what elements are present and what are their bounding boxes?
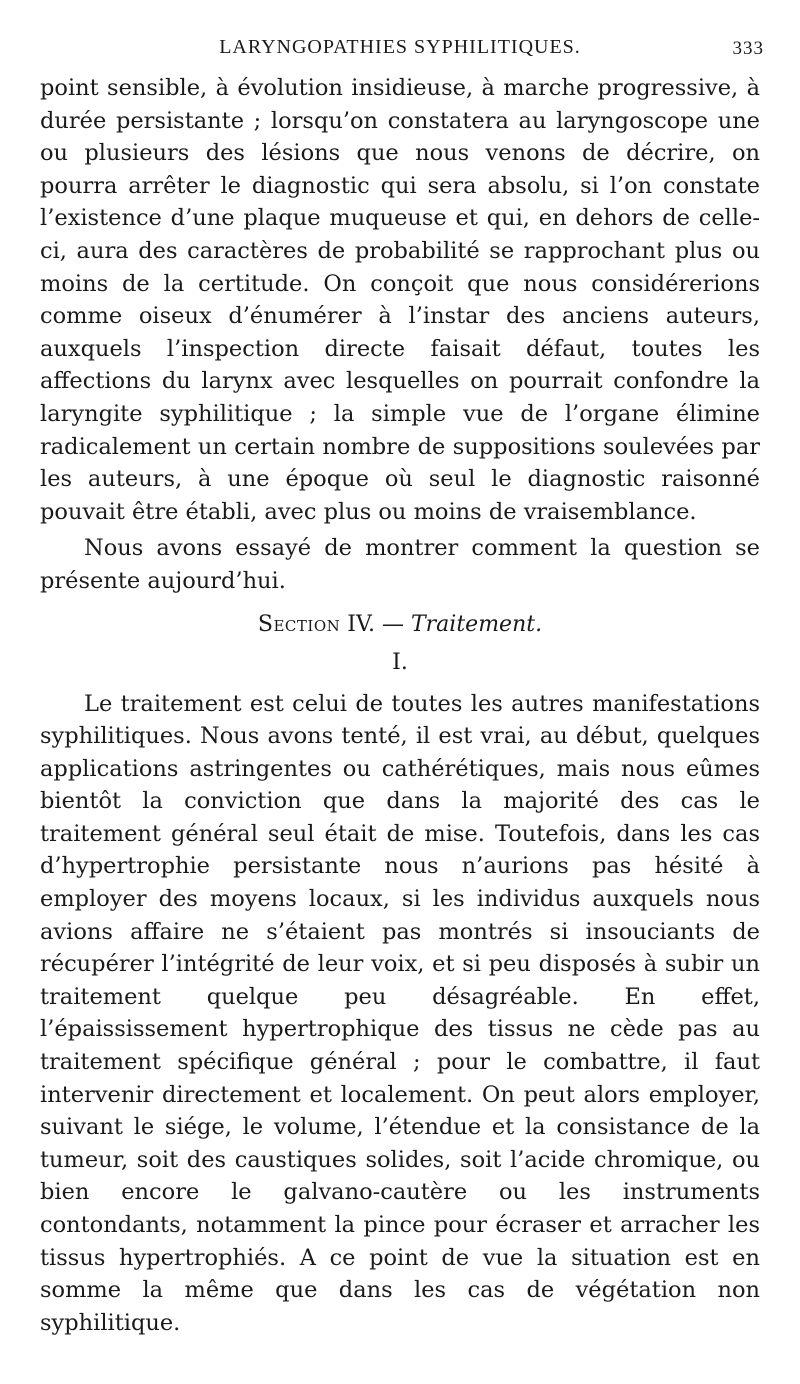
section-heading	[40, 608, 760, 642]
section-label: Section	[257, 611, 341, 637]
section-title: Traitement.	[410, 611, 543, 637]
paragraph: Nous avons essayé de montrer comment la question se présente aujourd’hui.	[40, 535, 760, 594]
subsection-heading: I.	[392, 649, 408, 675]
running-title: LARYNGOPATHIES SYPHILITIQUES.	[219, 36, 581, 58]
paragraph-continued: point sensible, à évolution insidieuse, à marche progressive, à durée persistante ; lorsqu’on constatera au laryngoscope une ou plusieurs des lésions que nous venons de décrire, on pourra arrêter le diagnostic qui sera absolu, si l’on constate l’existence d’une plaque muqueuse et qui, en dehors de celle-ci, aura des caractères de probabilité se rapprochant plus ou moins de la certitude. On conçoit que nous considérerions comme oiseux d’énumérer à l’instar des anciens auteurs, auxquels l’inspection directe faisait défaut, toutes les affections du larynx avec lesquelles on pourrait confondre la laryngite syphilitique ; la simple vue de l’organe élimine radicalement un certain nombre de suppositions soulevées par les auteurs, à une époque où seul le diagnostic raisonné pouvait être établi, avec plus ou moins de vraisemblance.	[40, 75, 760, 525]
paragraph: Le traitement est celui de toutes les autres manifestations syphilitiques. Nous avons tenté, il est vrai, au début, quelques applications astringentes ou cathérétiques, mais nous eûmes bientôt la conviction que dans la majorité des cas le traitement général seul était de mise. Toutefois, dans les cas d’hypertrophie persistante nous n’aurions pas hésité à employer des moyens locaux, si les individus auxquels nous avions affaire ne s’étaient pas montrés si insouciants de récupérer l’intégrité de leur voix, et si peu disposés à subir un traitement quelque peu désagréable. En effet, l’épaississement hypertrophique des tissus ne cède pas au traitement spécifique général ; pour le combattre, il faut intervenir directement et localement. On peut alors employer, suivant le siége, le volume, l’étendue et la consistance de la tumeur, soit des caustiques solides, soit l’acide chromique, ou bien encore le galvano-cautère ou les instruments contondants, notamment la pince pour écraser et arracher les tissus hypertrophiés. A ce point de vue la situation est en somme la même que dans les cas de végétation non syphilitique.	[40, 690, 760, 1336]
running-header	[40, 30, 764, 64]
page-number: 333	[732, 38, 764, 59]
section-number: IV. —	[347, 611, 404, 637]
